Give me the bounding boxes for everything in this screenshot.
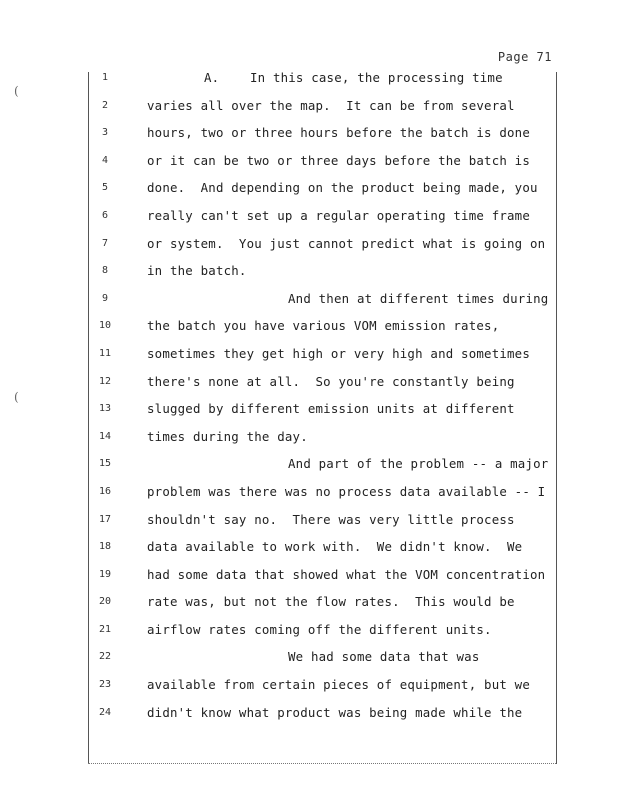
line-number: 23 xyxy=(98,679,112,691)
line-text: or it can be two or three days before the batch is xyxy=(147,152,530,168)
transcript-line xyxy=(0,344,618,372)
transcript-line xyxy=(0,647,618,675)
line-text: or system. You just cannot predict what is going on xyxy=(147,235,546,251)
scan-artifact-mark: ( xyxy=(14,84,19,98)
transcript-line xyxy=(0,123,618,151)
line-number: 18 xyxy=(98,541,112,553)
line-number: 24 xyxy=(98,706,112,718)
line-number: 16 xyxy=(98,485,112,497)
transcript-line xyxy=(0,427,618,455)
line-number: 13 xyxy=(98,403,112,415)
transcript-body xyxy=(0,68,618,730)
line-text: done. And depending on the product being made, you xyxy=(147,180,538,196)
line-text: really can't set up a regular operating time frame xyxy=(147,207,530,223)
page-number: Page 71 xyxy=(497,50,552,64)
line-number: 10 xyxy=(98,320,112,332)
line-number: 3 xyxy=(101,127,109,139)
line-text: rate was, but not the flow rates. This would be xyxy=(147,594,515,610)
line-number: 1 xyxy=(101,72,109,83)
transcript-line xyxy=(0,620,618,648)
line-number: 21 xyxy=(98,623,112,635)
transcript-line xyxy=(0,316,618,344)
line-text: didn't know what product was being made while the xyxy=(147,704,523,720)
line-number: 15 xyxy=(98,458,112,470)
line-text: And then at different times during xyxy=(288,290,549,306)
transcript-line xyxy=(0,399,618,427)
line-text: the batch you have various VOM emission rates, xyxy=(147,318,500,334)
line-number: 22 xyxy=(98,651,112,663)
transcript-line xyxy=(0,372,618,400)
line-text: problem was there was no process data available -- I xyxy=(147,483,546,499)
transcript-line xyxy=(0,289,618,317)
transcript-line xyxy=(0,261,618,289)
line-number: 9 xyxy=(101,292,109,304)
line-text: sometimes they get high or very high and sometimes xyxy=(147,345,530,361)
line-text: available from certain pieces of equipment, but we xyxy=(147,677,530,693)
scan-artifact-mark: ( xyxy=(14,390,19,404)
line-number: 14 xyxy=(98,430,112,442)
line-text: shouldn't say no. There was very little process xyxy=(147,511,515,527)
transcript-line xyxy=(0,454,618,482)
line-text: in the batch. xyxy=(147,263,247,279)
line-text: slugged by different emission units at different xyxy=(147,401,515,417)
line-number: 4 xyxy=(101,154,109,166)
transcript-line xyxy=(0,537,618,565)
line-text: there's none at all. So you're constantly being xyxy=(147,373,515,389)
bottom-rule xyxy=(88,763,556,764)
transcript-line xyxy=(0,96,618,124)
transcript-line xyxy=(0,592,618,620)
line-number: 20 xyxy=(98,596,112,608)
line-number: 6 xyxy=(101,209,109,221)
line-text: had some data that showed what the VOM concentration xyxy=(147,566,546,582)
line-number: 19 xyxy=(98,568,112,580)
line-number: 17 xyxy=(98,513,112,525)
line-text: We had some data that was xyxy=(288,649,480,665)
line-text: A. In this case, the processing time xyxy=(204,70,503,85)
line-number: 2 xyxy=(101,99,109,111)
line-number: 8 xyxy=(101,265,109,277)
line-text: varies all over the map. It can be from several xyxy=(147,97,515,113)
line-text: airflow rates coming off the different units. xyxy=(147,621,492,637)
transcript-line xyxy=(0,234,618,262)
transcript-line xyxy=(0,68,618,96)
line-number: 7 xyxy=(101,237,109,249)
transcript-line xyxy=(0,482,618,510)
line-text: times during the day. xyxy=(147,428,308,444)
transcript-line xyxy=(0,675,618,703)
transcript-line xyxy=(0,151,618,179)
line-text: data available to work with. We didn't know. We xyxy=(147,539,523,555)
transcript-line xyxy=(0,510,618,538)
line-number: 5 xyxy=(101,182,109,194)
transcript-line xyxy=(0,703,618,731)
line-number: 12 xyxy=(98,375,112,387)
line-number: 11 xyxy=(98,347,112,359)
transcript-line xyxy=(0,178,618,206)
line-text: hours, two or three hours before the batch is done xyxy=(147,125,530,141)
line-text: And part of the problem -- a major xyxy=(288,456,549,472)
transcript-line xyxy=(0,206,618,234)
transcript-line xyxy=(0,565,618,593)
